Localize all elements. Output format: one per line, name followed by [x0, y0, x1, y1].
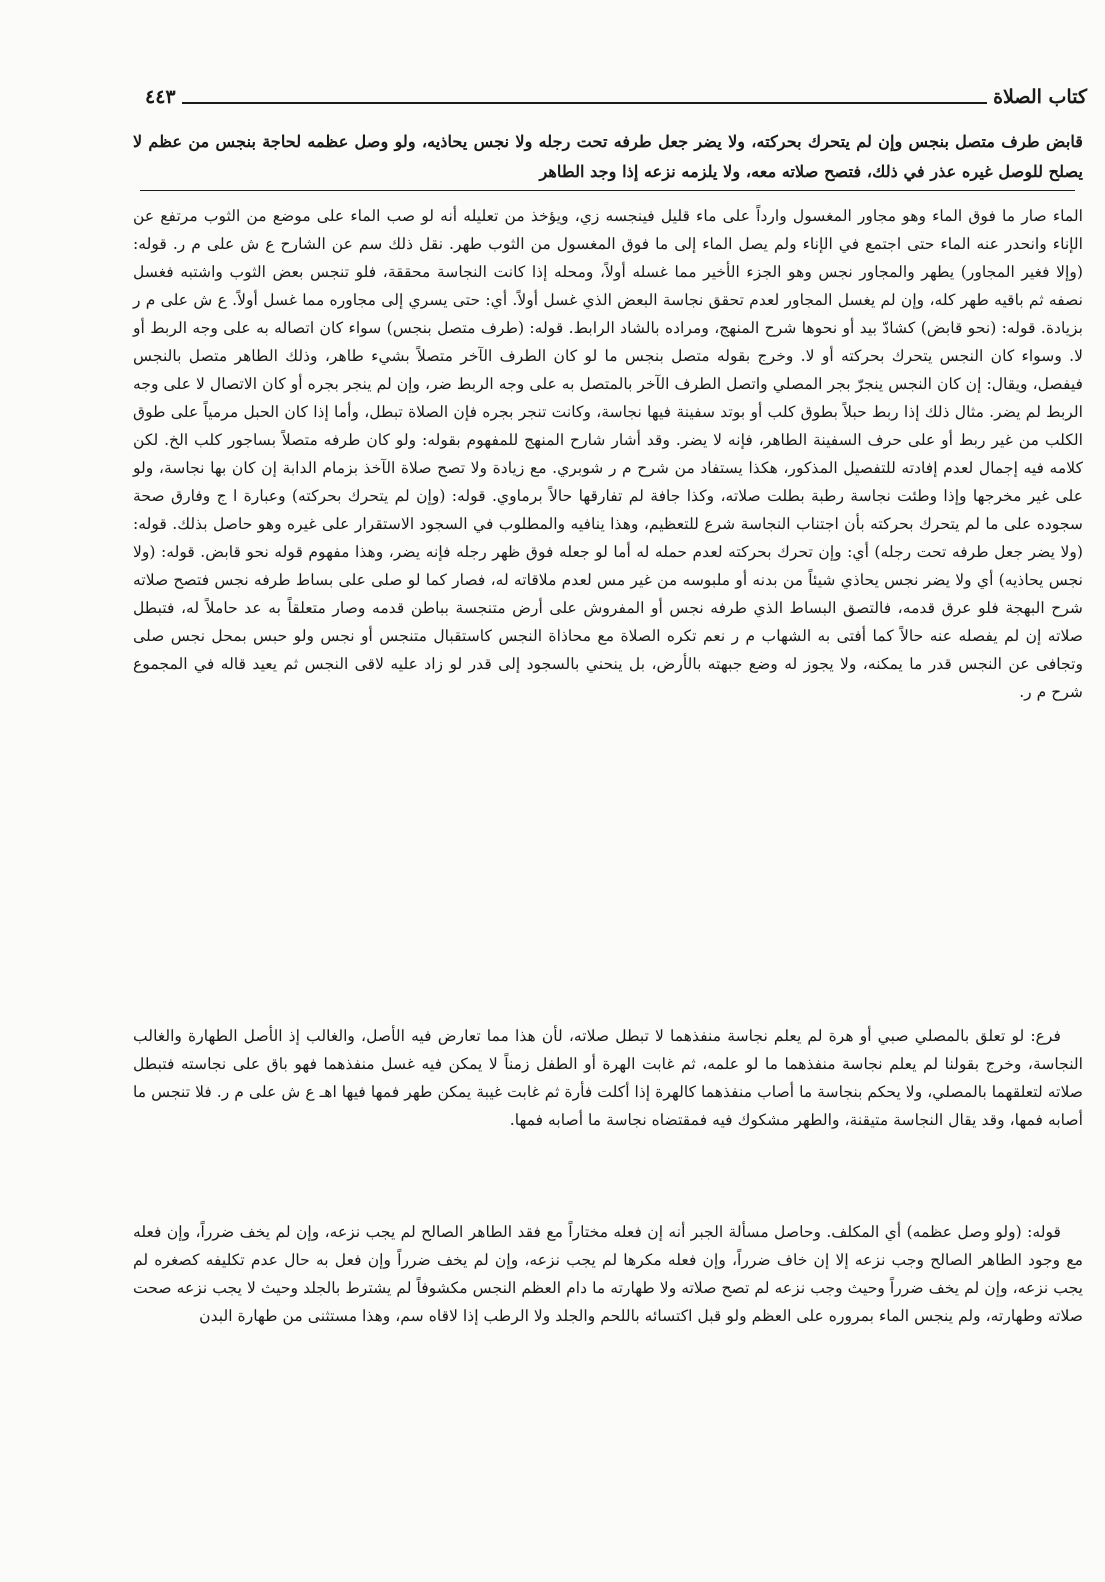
page-number: ٤٤٣ — [145, 86, 176, 108]
matn-separator — [140, 190, 1075, 191]
sharh-block-1 — [133, 202, 1083, 706]
running-header — [145, 80, 1087, 110]
sharh-paragraph-1: الماء صار ما فوق الماء وهو مجاور المغسول وارداً على ماء قليل فينجسه زي، ويؤخذ من تعليله أنه لو صب الماء على موضع من الثوب مرتفع عن الإناء وانحدر عنه الماء حتى اجتمع في الإناء ولم يصل الماء إلى ما فوق المغسول من الثوب طهر. نقل ذلك سم عن الشارح ع ش على م ر. قوله: (وإلا فغير المجاور) يطهر والمجاور نجس وهو الجزء الأخير مما غسله أولاً، ومحله إذا كانت النجاسة محققة، فلو تنجس بعض الثوب واشتبه فغسل نصفه ثم باقيه طهر كله، وإن لم يغسل المجاور لعدم تحقق نجاسة البعض الذي غسل أولاً. أي: حتى يسري إلى مجاوره مما غسل أولاً. ع ش على م ر بزيادة. قوله: (نحو قابض) كشادّ بيد أو نحوها شرح المنهج، ومراده بالشاد الرابط. قوله: (طرف متصل بنجس) سواء كان اتصاله به على وجه الربط أو لا. وسواء كان النجس يتحرك بحركته أو لا. وخرج بقوله متصل بنجس ما لو كان الطرف الآخر متصلاً بشيء طاهر، وذلك الطاهر متصل بالنجس فيفصل، ويقال: إن كان النجس ينجرّ بجر المصلي واتصل الطرف الآخر بالمتصل به على وجه الربط ضر، وإن لم ينجر بجره أو كان الاتصال لا على وجه الربط لم يضر. مثال ذلك إذا ربط حبلاً بطوق كلب أو بوتد سفينة فيها نجاسة، وكانت تنجر بجره فإن الصلاة تبطل، وأما إذا كان الحبل مرمياً على طوق الكلب من غير ربط أو على حرف السفينة الطاهر، فإنه لا يضر. وقد أشار شارح المنهج للمفهوم بقوله: ولو كان طرفه متصلاً بساجور كلب الخ. لكن كلامه فيه إجمال لعدم إفادته للتفصيل المذكور، هكذا يستفاد من شرح م ر شوبري. مع زيادة ولا تصح صلاة الآخذ بزمام الدابة إن كان بها نجاسة، ولو على غير مخرجها وإذا وطئت نجاسة رطبة بطلت صلاته، وكذا جافة لم تفارقها حالاً برماوي. قوله: (وإن لم يتحرك بحركته) وعبارة ا ج وفارق صحة سجوده على ما لم يتحرك بحركته بأن اجتناب النجاسة شرع للتعظيم، وهذا ينافيه والمطلوب في السجود الاستقرار على غيره وهو حاصل بذلك. قوله: (ولا يضر جعل طرفه تحت رجله) أي: وإن تحرك بحركته لعدم حمله له أما لو جعله فوق ظهر رجله فإنه يضر، وهذا مفهوم قوله نحو قابض. قوله: (ولا نجس يحاذيه) أي ولا يضر نجس يحاذي شيئاً من بدنه أو ملبوسه من غير مس لعدم ملاقاته له، فصار كما لو صلى على بساط طرفه نجس فتصح صلاته شرح البهجة فلو عرق قدمه، فالتصق البساط الذي طرفه نجس أو المفروش على أرض متنجسة بباطن قدمه وصار متعلقاً به عد حاملاً له، فتبطل صلاته إن لم يفصله عنه حالاً كما أفتى به الشهاب م ر نعم تكره الصلاة مع محاذاة النجس كاستقبال متنجس أو نجس ولو حبس بمحل نجس صلى وتجافى عن النجس قدر ما يمكنه، ولا يجوز له وضع جبهته بالأرض، بل ينحني بالسجود إلى قدر لو زاد عليه لاقى النجس ثم يعيد قاله في المجموع شرح م ر. — [133, 207, 1083, 701]
sharh-paragraph-3: قوله: (ولو وصل عظمه) أي المكلف. وحاصل مسألة الجبر أنه إن فعله مختاراً مع فقد الطاهر الصالح لم يجب نزعه، وإن لم يخف ضرراً، وإن فعله مع وجود الطاهر الصالح وجب نزعه إلا إن خاف ضرراً، وإن فعله مكرها لم يجب نزعه، وإن لم يخف ضرراً وإن فعل به حال عدم تكليفه كصغره لم يجب نزعه، وإن لم يخف ضرراً وحيث وجب نزعه لم تصح صلاته ولا طهارته ما دام العظم النجس مكشوفاً لم يشترط بالجلد وحيث لا يجب نزعه صحت صلاته وطهارته، ولم ينجس الماء بمروره على العظم ولو قبل اكتسائه باللحم والجلد ولا الرطب إذا لاقاه سم، وهذا مستثنى من طهارة البدن — [133, 1223, 1083, 1325]
header-rule — [182, 102, 987, 104]
sharh-block-2 — [133, 1022, 1083, 1134]
sharh-block-3 — [133, 1218, 1083, 1330]
matn-paragraph: قابض طرف متصل بنجس وإن لم يتحرك بحركته، ولا يضر جعل طرفه تحت رجله ولا نجس يحاذيه، ولو وصل عظمه لحاجة بنجس من عظم لا يصلح للوصل غيره عذر في ذلك، فتصح صلاته معه، ولا يلزمه نزعه إذا وجد الطاهر — [133, 132, 1083, 181]
book-title: كتاب الصلاة — [993, 86, 1087, 108]
sharh-paragraph-far: فرع: لو تعلق بالمصلي صبي أو هرة لم يعلم نجاسة منفذهما لا تبطل صلاته، لأن هذا مما تعارض فيه الأصل، والغالب إذ الأصل الطهارة والغالب النجاسة، وخرج بقولنا لم يعلم نجاسة منفذهما ما لو علمه، ثم غابت الهرة أو الطفل زمناً لا يمكن فيه غسل منفذهما فهو باق على نجاسته فتبطل صلاته لتعلقهما بالمصلي، ولا يحكم بنجاسة ما أصاب منفذهما كالهرة إذا أكلت فأرة ثم غابت غيبة يمكن طهر فمها فيها اهـ ع ش على م ر. فلا تنجس ما أصابه فمها، وقد يقال النجاسة متيقنة، والطهر مشكوك فيه فمقتضاه نجاسة ما أصابه فمها. — [133, 1027, 1083, 1129]
matn-text — [133, 127, 1083, 187]
